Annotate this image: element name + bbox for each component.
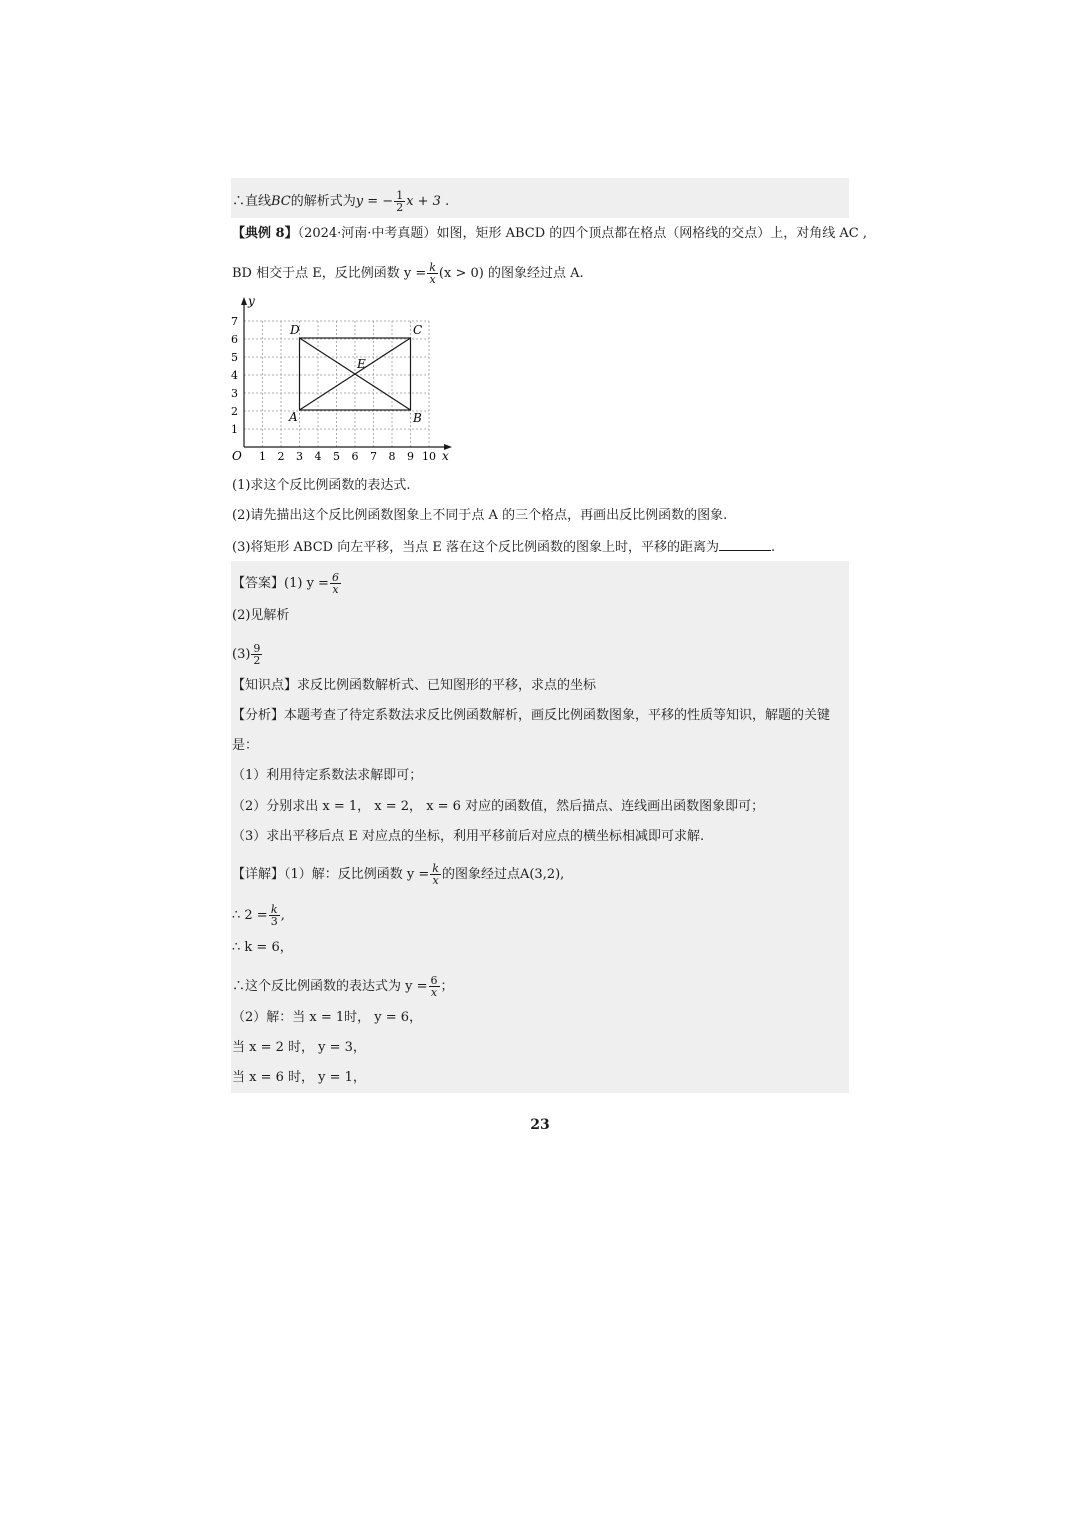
answer-3: (3) $\frac{9}{2}$ [232, 642, 261, 667]
question-3: (3)将矩形 ABCD 向左平移，当点 E 落在这个反比例函数的图象上时，平移的距离为 . [232, 540, 776, 555]
y-axis-arrow [241, 297, 247, 305]
example-line-1: 【典例 8】（2024·河南·中考真题）如图，矩形 ABCD 的四个顶点都在格点（网格线的交点）上，对角线 AC , [232, 226, 867, 241]
detail-line-3: ∴ k = 6， [232, 940, 293, 955]
x-axis-label: x [442, 449, 449, 463]
fraction: $\frac{k}{x}$ [429, 261, 436, 286]
x-tick-label: 3 [296, 450, 303, 463]
answer-2: (2)见解析 [232, 608, 290, 623]
x-tick-label: 8 [388, 450, 396, 463]
point-b-label: B [413, 411, 422, 425]
y-tick-label: 1 [231, 423, 238, 436]
origin-label: O [232, 449, 242, 463]
x-tick-label: 4 [314, 450, 322, 463]
x-tick-label: 5 [333, 450, 340, 463]
analysis-step-3: （3）求出平移后点 E 对应点的坐标，利用平移前后对应点的横坐标相减即可求解. [232, 829, 705, 844]
detail-line-1: 【详解】（1）解：反比例函数 y = $\frac{k}{x}$ 的图象经过点A(3,2), [232, 862, 565, 887]
point-d-label: D [290, 323, 300, 337]
fraction: $\frac{k}{x}$ [432, 862, 439, 887]
x-tick-label: 10 [422, 450, 436, 463]
fraction: $\frac{k}{3}$ [270, 903, 278, 928]
fraction: $\frac{6}{x}$ [331, 571, 339, 596]
x-tick-label: 7 [370, 450, 377, 463]
x-tick-labels [259, 450, 436, 463]
x-tick-label: 6 [351, 450, 359, 463]
analysis-line-2: 是： [232, 738, 259, 753]
question-2: (2)请先描出这个反比例函数图象上不同于点 A 的三个格点，再画出反比例函数的图象. [232, 508, 728, 523]
page-number: 23 [530, 1117, 550, 1133]
answer-1: 【答案】(1) y = $\frac{6}{x}$ [232, 571, 339, 596]
x-tick-label: 9 [407, 450, 414, 463]
x-tick-label: 2 [277, 450, 285, 463]
detail-line-5: （2）解：当 x = 1时， y = 6， [232, 1010, 423, 1025]
point-a-label: A [289, 410, 298, 424]
question-1: (1)求这个反比例函数的表达式. [232, 478, 411, 493]
fraction: $\frac{6}{x}$ [430, 974, 438, 999]
coordinate-figure [226, 292, 456, 468]
fraction: $\frac{1}{2}$ [396, 189, 404, 214]
x-tick-label: 1 [259, 450, 266, 463]
analysis-step-1: （1）利用待定系数法求解即可； [232, 768, 423, 783]
top-line: ∴直线BC的解析式为y = − $\frac{1}{2}$ x + 3 . [232, 189, 450, 214]
example-line-2: BD 相交于点 E，反比例函数 y = $\frac{k}{x}$ (x > 0) 的图象经过点 A. [232, 261, 584, 286]
point-c-label: C [413, 323, 423, 337]
point-e-label: E [357, 357, 366, 371]
fraction: $\frac{9}{2}$ [253, 642, 261, 667]
y-tick-label: 7 [231, 315, 238, 328]
y-tick-label: 6 [231, 333, 238, 346]
y-tick-label: 3 [231, 387, 238, 400]
answer-blank [719, 538, 771, 551]
y-axis-label: y [248, 294, 255, 308]
grid [244, 321, 429, 447]
detail-line-2: ∴ 2 = $\frac{k}{3}$ , [232, 903, 285, 928]
detail-line-7: 当 x = 6 时， y = 1， [232, 1070, 366, 1085]
y-tick-label: 5 [231, 351, 238, 364]
y-tick-labels [231, 315, 238, 436]
analysis-step-2: （2）分别求出 x = 1， x = 2， x = 6 对应的函数值，然后描点、连线画出函数图象即可； [232, 799, 765, 814]
detail-line-6: 当 x = 2 时， y = 3， [232, 1040, 366, 1055]
detail-line-4: ∴这个反比例函数的表达式为 y = $\frac{6}{x}$ ； [232, 974, 454, 999]
knowledge-line: 【知识点】求反比例函数解析式、已知图形的平移，求点的坐标 [232, 678, 597, 693]
y-tick-label: 2 [231, 405, 238, 418]
y-tick-label: 4 [231, 369, 238, 382]
analysis-line-1: 【分析】本题考查了待定系数法求反比例函数解析，画反比例函数图象，平移的性质等知识，解题的关键 [232, 708, 831, 723]
